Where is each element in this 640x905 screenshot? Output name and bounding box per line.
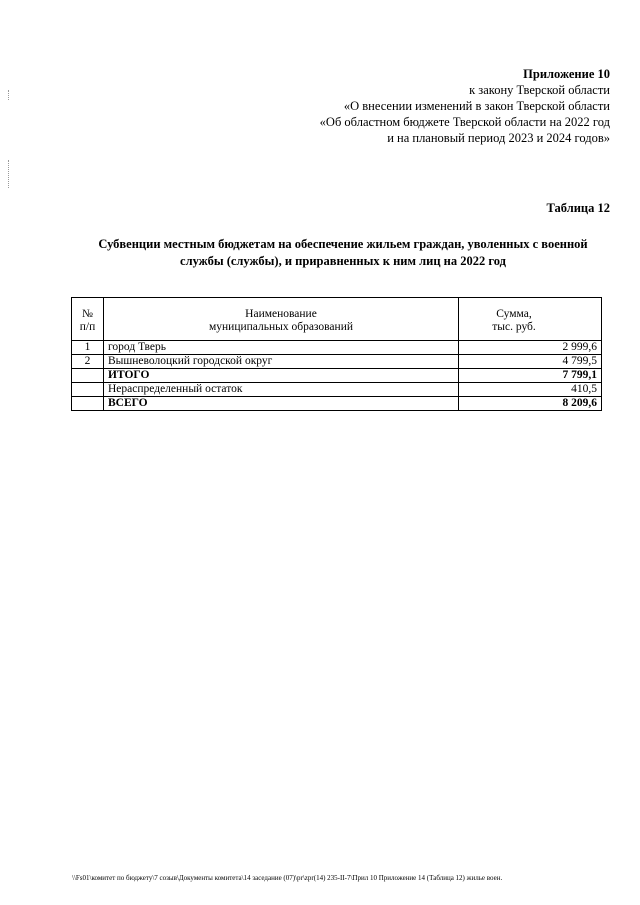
header-sum-line2: тыс. руб.	[492, 321, 536, 333]
table-row-subtotal	[72, 369, 602, 383]
table-row	[72, 341, 602, 355]
row-amount: 4 799,5	[459, 355, 602, 369]
header-name-line1: Наименование	[245, 308, 317, 320]
row-num	[72, 397, 104, 411]
table-row-total	[72, 397, 602, 411]
row-name: ВСЕГО	[104, 397, 459, 411]
margin-mark	[8, 90, 10, 100]
row-num	[72, 369, 104, 383]
header-sum-line1: Сумма,	[496, 308, 532, 320]
row-num: 1	[72, 341, 104, 355]
row-name: ИТОГО	[104, 369, 459, 383]
appendix-title: Приложение 10	[523, 67, 610, 81]
row-num	[72, 383, 104, 397]
header-name-line2: муниципальных образований	[208, 321, 354, 333]
appendix-line: и на плановый период 2023 и 2024 годов»	[387, 131, 610, 145]
row-amount: 2 999,6	[459, 341, 602, 355]
table-row	[72, 383, 602, 397]
row-name: Нераспределенный остаток	[104, 383, 459, 397]
row-amount: 8 209,6	[459, 397, 602, 411]
footer-file-path: \\Fs01\комитет по бюджету\7 созыв\Документы комитета\14 заседание (07)\pr\zpr(14) 235-II-7\Прил 10 Приложение 14 (Таблица 12) жилье воен.	[72, 874, 503, 882]
document-title: Субвенции местным бюджетам на обеспечение жильем граждан, уволенных с военной службы (службы), и приравненных к ним лиц на 2022 год	[98, 237, 588, 268]
row-name: город Тверь	[104, 341, 459, 355]
row-name: Вышневолоцкий городской округ	[104, 355, 459, 369]
margin-mark	[8, 160, 10, 188]
header-num	[72, 298, 104, 341]
header-num-line2: п/п	[79, 321, 96, 333]
appendix-line: «О внесении изменений в закон Тверской области	[343, 99, 610, 113]
header-num-line1: №	[82, 308, 93, 320]
header-name	[104, 298, 459, 341]
row-amount: 410,5	[459, 383, 602, 397]
appendix-line: к закону Тверской области	[469, 83, 610, 97]
row-num: 2	[72, 355, 104, 369]
header-sum	[459, 298, 602, 341]
subventions-table	[71, 297, 602, 411]
appendix-line: «Об областном бюджете Тверской области на 2022 год	[319, 115, 610, 129]
row-amount: 7 799,1	[459, 369, 602, 383]
appendix-block	[320, 66, 610, 146]
table-header-row	[72, 298, 602, 341]
table-label: Таблица 12	[546, 201, 610, 215]
table-row	[72, 355, 602, 369]
